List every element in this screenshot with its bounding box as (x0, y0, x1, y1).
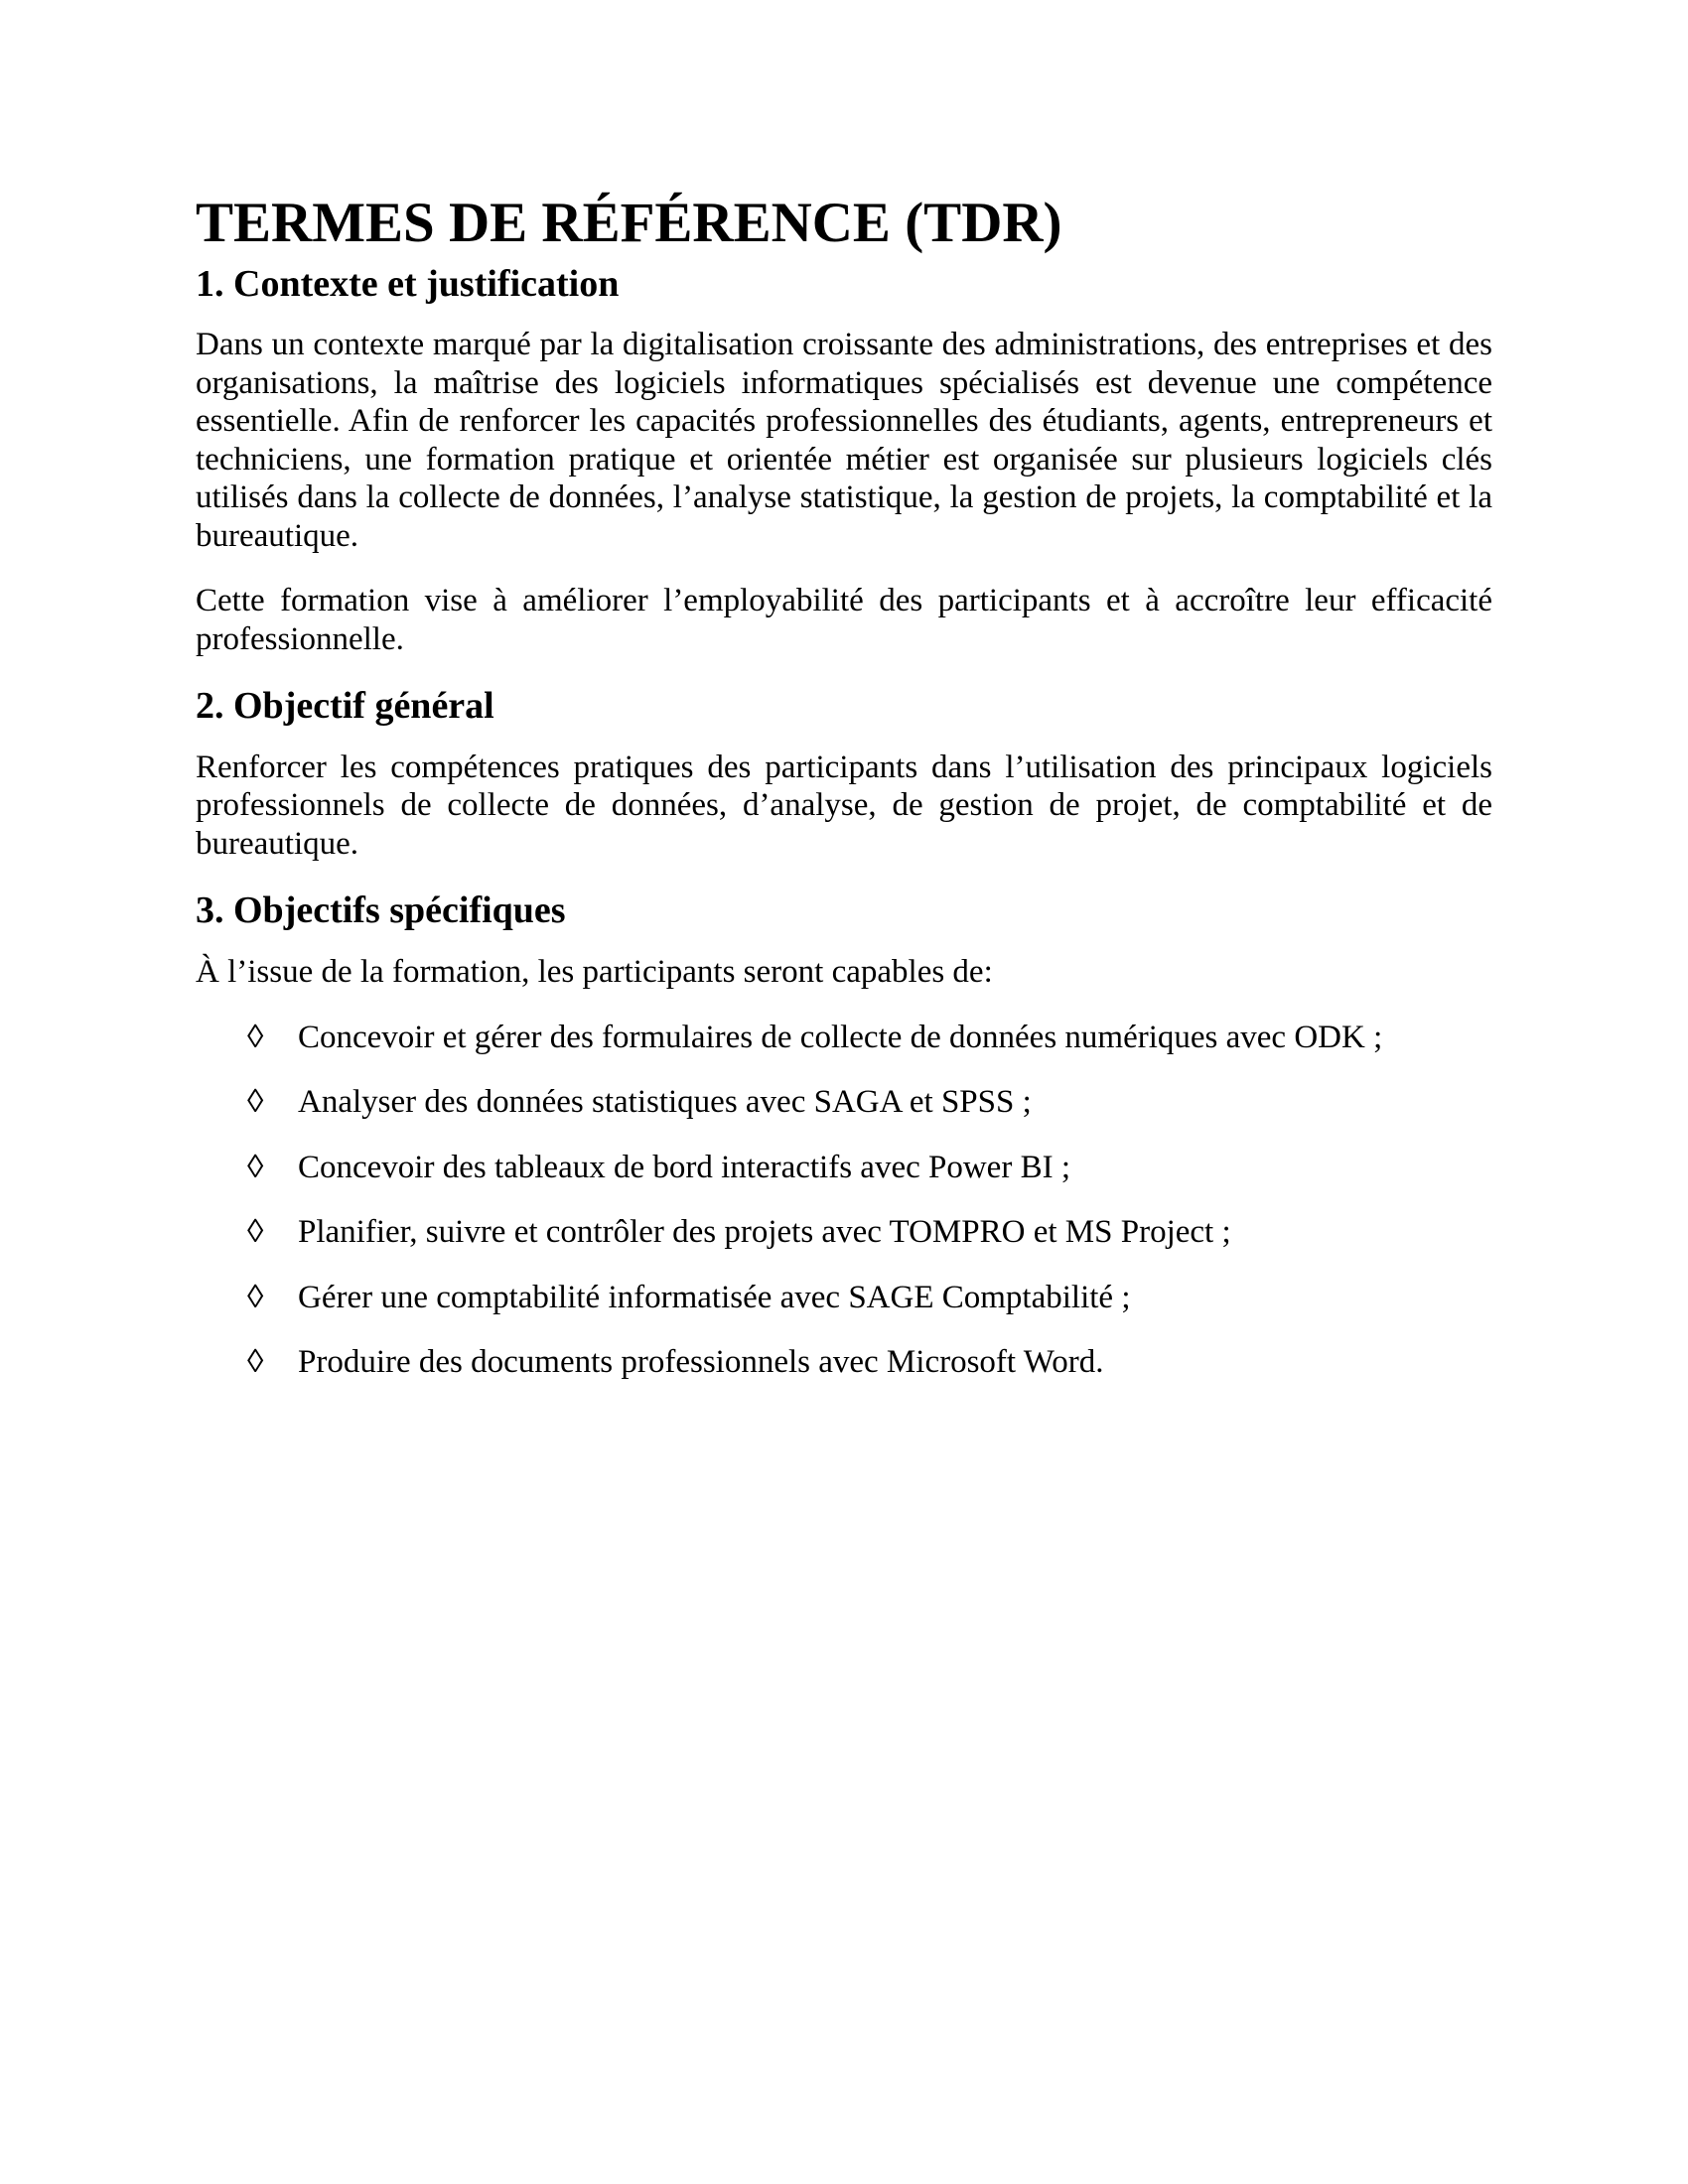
list-item-text: Concevoir des tableaux de bord interactifs avec Power BI ; (298, 1149, 1070, 1185)
diamond-bullet-icon: ◊ (247, 1279, 264, 1315)
list-item-text: Gérer une comptabilité informatisée avec SAGE Comptabilité ; (298, 1279, 1131, 1315)
list-item-text: Analyser des données statistiques avec SAGA et SPSS ; (298, 1084, 1032, 1121)
list-item-text: Planifier, suivre et contrôler des projets avec TOMPRO et MS Project ; (298, 1214, 1231, 1251)
section-heading-objectifs-specifiques: 3. Objectifs spécifiques (196, 889, 566, 932)
objectives-list (196, 1019, 1492, 1382)
paragraph-contexte-1: Dans un contexte marqué par la digitalisation croissante des administrations, des entreprises et des organisations, la maîtrise des logiciels informatiques spécialisés est devenue une compétence essentielle. Afin de renforcer les capacités professionnelles des étudiants, agents, entrepreneurs et techniciens, une formation pratique et orientée métier est organisée sur plusieurs logiciels clés utilisés dans la collecte de données, l’analyse statistique, la gestion de projets, la comptabilité et la bureautique. (196, 327, 1492, 554)
list-item-saga-spss (196, 1083, 1492, 1122)
paragraph-objectif-general: Renforcer les compétences pratiques des participants dans l’utilisation des principaux logiciels professionnels de collecte de données, d’analyse, de gestion de projet, de comptabilité et de bureautique. (196, 749, 1492, 862)
list-item-odk (196, 1019, 1492, 1057)
diamond-bullet-icon: ◊ (247, 1344, 264, 1381)
list-item-text: Produire des documents professionnels avec Microsoft Word. (298, 1344, 1104, 1381)
paragraph-objectifs-intro: À l’issue de la formation, les participants seront capables de: (196, 954, 993, 991)
list-item-text: Concevoir et gérer des formulaires de collecte de données numériques avec ODK ; (298, 1019, 1383, 1055)
list-item-word (196, 1343, 1492, 1382)
diamond-bullet-icon: ◊ (247, 1084, 264, 1121)
list-item-tompro-msproject (196, 1213, 1492, 1252)
diamond-bullet-icon: ◊ (247, 1149, 264, 1185)
paragraph-contexte-2: Cette formation vise à améliorer l’employabilité des participants et à accroître leur efficacité professionnelle. (196, 583, 1492, 657)
diamond-bullet-icon: ◊ (247, 1214, 264, 1251)
list-item-sage (196, 1279, 1492, 1317)
section-heading-objectif-general: 2. Objectif général (196, 685, 494, 728)
document-title: TERMES DE RÉFÉRENCE (TDR) (196, 192, 1062, 254)
list-item-power-bi (196, 1149, 1492, 1187)
diamond-bullet-icon: ◊ (247, 1019, 264, 1055)
section-heading-contexte: 1. Contexte et justification (196, 262, 620, 305)
